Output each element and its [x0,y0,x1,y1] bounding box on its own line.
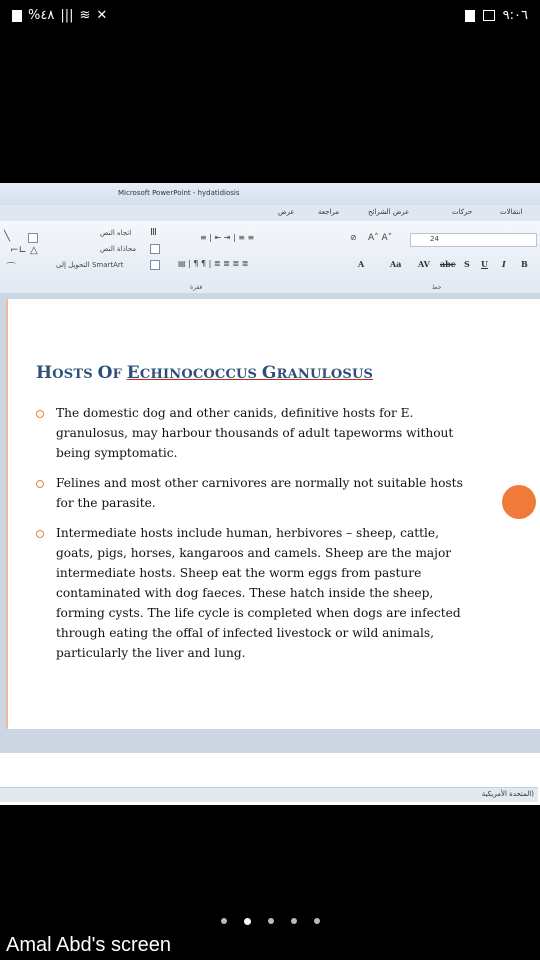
shape-arc-icon[interactable]: ⌒ [6,263,16,274]
page-dot[interactable] [291,918,297,924]
italic-icon[interactable]: I [502,259,506,269]
change-case-icon[interactable]: Aa [390,259,402,269]
tab-view[interactable]: عرض [278,208,295,216]
video-icon [465,10,475,22]
title-letter: G [261,363,277,383]
bullet-item [36,473,476,513]
ribbon [0,221,540,294]
shape-triangle-icon[interactable]: △ [30,245,38,256]
paragraph-group-label: فقرة [190,284,203,291]
slide-area [0,293,540,753]
title-word: OSTS [52,367,98,382]
language-indicator: المتحدة الأمريكية) [481,790,534,798]
title-word: F [112,367,127,382]
clear-format-icon[interactable]: ⊘ [350,233,357,242]
bullet-text: The domestic dog and other canids, definitive hosts for E. granulosus, may harbour thousands of adult tapeworms without being symptomatic. [56,406,454,460]
smartart-icon [150,260,160,270]
window-title: Microsoft PowerPoint - hydatidiosis [118,189,240,197]
bold-icon[interactable]: B [521,259,528,269]
font-size-value[interactable]: 24 [430,235,439,243]
screen-owner-label: Amal Abd's screen [6,934,172,956]
page-dot-active[interactable] [244,918,251,925]
wifi-icon: ≋ [79,8,91,23]
shadow-icon[interactable]: S [464,259,470,269]
bullet-text: Intermediate hosts include human, herbivores – sheep, cattle, goats, pigs, horses, kangaroos and camels. Sheep are the major intermediate hosts. Sheep eat the worm eggs from pasture contaminated with dog faeces. These hatch inside the sheep, forming cysts. The life cycle is completed when dogs are infected through eating the offal of infected livestock or wild animals, particularly the liver and lung. [56,526,461,660]
convert-smartart-button[interactable]: التحويل إلى SmartArt [56,261,124,269]
bullet-text: Felines and most other carnivores are normally not suitable hosts for the parasite. [56,476,463,510]
bullet-item [36,403,476,463]
slide-title [36,363,373,383]
bullet-item [36,523,476,663]
paragraph-align-icons[interactable]: ▤ | ¶ ¶ | ≣ ≣ ≣ ≣ [178,259,249,268]
page-dot[interactable] [314,918,320,924]
tab-slideshow[interactable]: عرض الشرائح [368,208,410,216]
font-color-icon[interactable]: A [358,259,365,269]
bullet-list [36,403,476,673]
text-direction-button[interactable]: اتجاه النص [100,229,132,237]
align-text-icon [150,244,160,254]
align-text-button[interactable]: محاذاة النص [100,245,137,253]
shape-connector-icon[interactable]: ⌐∟ [10,245,27,256]
tab-transitions[interactable]: انتقالات [500,208,523,216]
window-statusbar [0,753,540,805]
font-grow-shrink-icons[interactable]: A˄ A˅ [368,233,393,243]
bullet-icon [36,480,44,488]
bullet-icon [36,530,44,538]
mute-icon: ✕ [96,8,108,23]
battery-level: %٤٨ [28,8,55,23]
underline-icon[interactable]: U [481,259,488,269]
shape-line-icon[interactable]: ╲ [4,231,11,242]
page-indicator [0,918,540,925]
powerpoint-window [0,183,540,805]
title-word: RANULOSUS [276,367,374,382]
window-titlebar [0,183,540,205]
title-word: CHINOCOCCUS [139,367,262,382]
shape-rectangle-icon[interactable] [28,233,38,243]
floating-action-button[interactable] [502,485,536,519]
title-letter: H [36,363,53,383]
tab-review[interactable]: مراجعة [318,208,340,216]
page-dot[interactable] [221,918,227,924]
line-spacing-icon[interactable]: ≡ | ⇤ ⇥ | ≡ ≡ [200,233,255,242]
slide[interactable] [6,299,540,729]
status-bar [0,0,540,34]
ribbon-tabs [0,205,540,221]
char-spacing-icon[interactable]: AV [418,259,430,269]
gallery-icon [483,10,495,21]
battery-icon [12,10,22,22]
page-dot[interactable] [268,918,274,924]
strikethrough-icon[interactable]: abc [440,259,456,269]
font-group-label: خط [432,284,442,291]
clock: ٩:٠٦ [502,8,528,23]
title-letter: E [126,363,140,383]
bullet-icon [36,410,44,418]
text-direction-icon: Ⅲ [150,227,157,238]
status-strip [0,787,538,802]
tab-animations[interactable]: حركات [452,208,473,216]
signal-icon: ||| [60,8,74,23]
title-letter: O [97,363,113,383]
